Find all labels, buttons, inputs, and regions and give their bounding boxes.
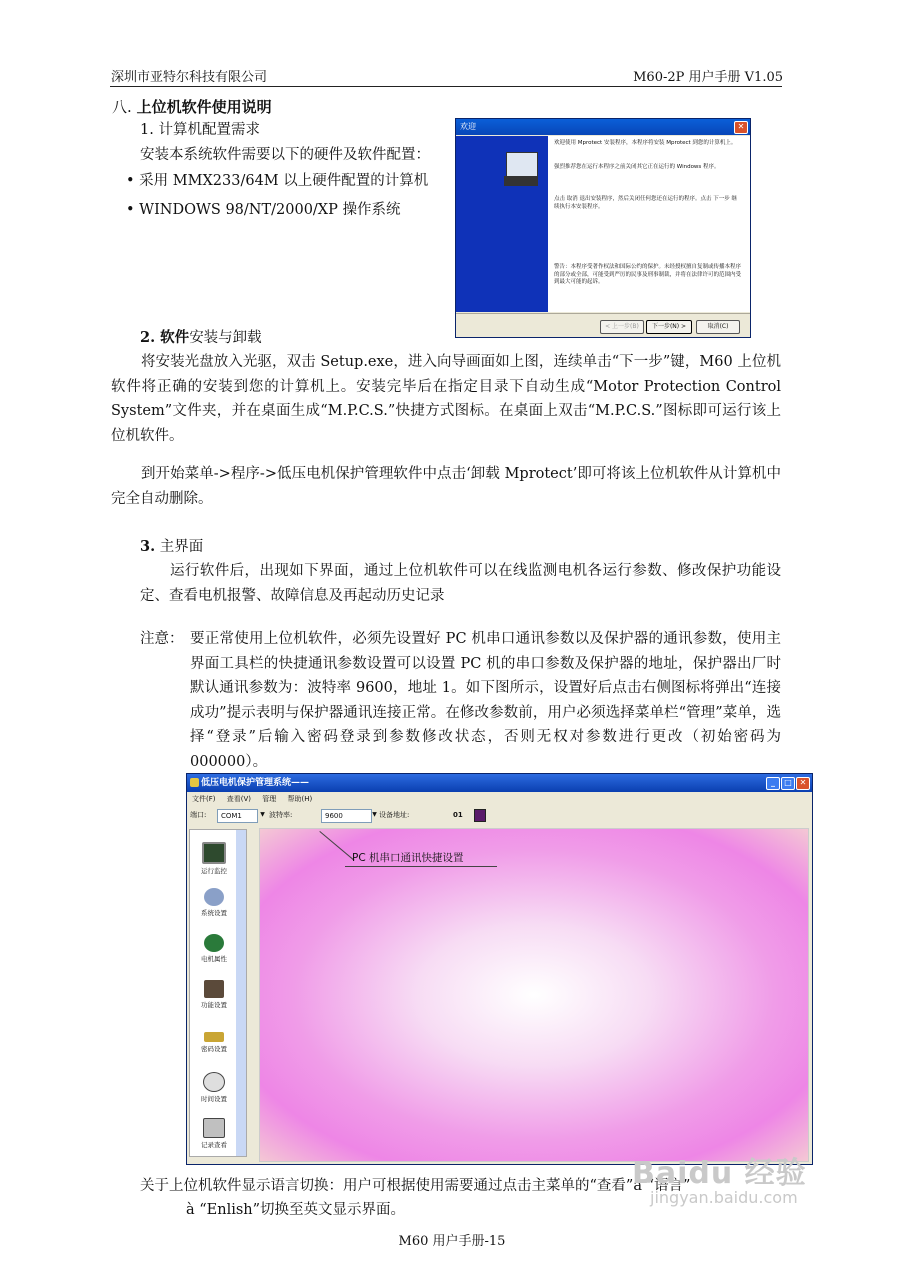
menu-view[interactable]: 查看(V) bbox=[226, 795, 251, 803]
menu-help[interactable]: 帮助(H) bbox=[287, 795, 313, 803]
maximize-icon[interactable]: □ bbox=[781, 777, 795, 790]
app-logo-icon bbox=[190, 778, 199, 787]
install-paragraph: 将安装光盘放入光驱，双击 Setup.exe，进入向导画面如上图，连续单击“下一步”键，M60 上位机软件将正确的安装到您的计算机上。安装完毕后在指定目录下自动生成“Motor Protection Control System”文件夹，并在桌面生成“M.P.C.S.”快捷方式图标。在桌面上双击“M.P.C.S.”图标即可运行该上位机软件。 bbox=[111, 354, 781, 444]
address-value[interactable]: 01 bbox=[453, 811, 463, 819]
baud-select[interactable]: 9600 bbox=[321, 809, 372, 823]
sidebar-item-motor[interactable] bbox=[194, 934, 234, 963]
sidebar-item-monitor[interactable] bbox=[194, 842, 234, 875]
cancel-button[interactable]: 取消(C) bbox=[696, 320, 740, 334]
sidebar-item-label: 密码设置 bbox=[201, 1045, 227, 1053]
port-label: 端口: bbox=[190, 811, 207, 819]
dialog-title: 欢迎 bbox=[460, 122, 476, 131]
key-icon bbox=[204, 1032, 224, 1042]
menu-manage[interactable]: 管理 bbox=[262, 795, 277, 803]
sidebar-item-function[interactable] bbox=[194, 980, 234, 1009]
section-8-number: 八. bbox=[112, 98, 132, 116]
app-menubar bbox=[187, 793, 316, 805]
next-button[interactable]: 下一步(N) > bbox=[646, 320, 692, 334]
sidebar-item-time[interactable] bbox=[194, 1072, 234, 1103]
clock-icon bbox=[203, 1072, 225, 1092]
tools-icon bbox=[204, 980, 224, 998]
dialog-instructions-text: 点击 取消 退出安装程序，然后关闭任何您还在运行的程序。点击 下一步 继续执行本安装程序。 bbox=[554, 196, 737, 210]
dialog-button-bar bbox=[456, 313, 750, 338]
baud-label: 波特率: bbox=[269, 811, 293, 819]
requirement-item: • 采用 MMX233/64M 以上硬件配置的计算机 bbox=[126, 173, 429, 189]
handshake-icon bbox=[204, 888, 224, 906]
chevron-down-icon[interactable]: ▼ bbox=[260, 811, 265, 818]
sidebar-item-label: 运行监控 bbox=[201, 867, 227, 875]
sidebar-item-label: 功能设置 bbox=[201, 1001, 227, 1009]
page-footer: M60 用户手册-15 bbox=[398, 1234, 506, 1249]
app-toolbar bbox=[187, 806, 812, 824]
connect-icon[interactable] bbox=[474, 809, 486, 822]
baidu-watermark bbox=[632, 1148, 807, 1207]
address-label: 设备地址: bbox=[379, 811, 410, 819]
requirements-intro: 安装本系统软件需要以下的硬件及软件配置： bbox=[140, 147, 430, 163]
header-divider bbox=[110, 86, 782, 87]
app-title: 低压电机保护管理系统—— bbox=[201, 778, 310, 788]
note-label: 注意： bbox=[140, 631, 184, 647]
app-titlebar bbox=[187, 774, 812, 792]
monitor-icon bbox=[202, 842, 226, 864]
sidebar-item-system[interactable] bbox=[194, 888, 234, 917]
computer-base-icon bbox=[504, 176, 538, 186]
close-icon[interactable]: ✕ bbox=[734, 121, 748, 134]
section-2-title-bold: 2. 软件 bbox=[140, 329, 190, 346]
header-company: 深圳市亚特尔科技有限公司 bbox=[111, 70, 268, 85]
language-switch-text-cont: à “Enlish”切换至英文显示界面。 bbox=[186, 1202, 406, 1218]
section-2-heading bbox=[140, 326, 262, 351]
section-8-heading bbox=[112, 96, 272, 117]
dialog-body bbox=[456, 136, 750, 312]
uninstall-paragraph: 到开始菜单->程序->低压电机保护管理软件中点击‘卸载 Mprotect’即可将该上位机软件从计算机中完全自动删除。 bbox=[111, 466, 781, 507]
menu-file[interactable]: 文件(F) bbox=[192, 795, 216, 803]
note-block bbox=[140, 627, 781, 774]
floppy-disk-icon bbox=[203, 1118, 225, 1138]
section-8-title: 上位机软件使用说明 bbox=[136, 98, 272, 116]
sidebar-item-password[interactable] bbox=[194, 1026, 234, 1053]
app-main-canvas bbox=[259, 828, 809, 1162]
sidebar-item-label: 系统设置 bbox=[201, 909, 227, 917]
watermark-brand: Baidu 经验 bbox=[632, 1156, 807, 1191]
dialog-warning-text: 警告：本程序受著作权法和国际公约的保护。未经授权擅自复制或传播本程序的部分或全部，可能受到严厉的民事及刑事制裁，并将在法律许可的范围内受到最大可能的起诉。 bbox=[554, 264, 742, 285]
minimize-icon[interactable]: _ bbox=[766, 777, 780, 790]
dialog-titlebar bbox=[456, 119, 750, 135]
chevron-down-icon[interactable]: ▼ bbox=[372, 811, 377, 818]
section-3-title-rest: 主界面 bbox=[155, 539, 204, 555]
callout-label: PC 机串口通讯快捷设置 bbox=[352, 852, 464, 864]
watermark-url: jingyan.baidu.com bbox=[650, 1188, 798, 1207]
sidebar-item-label: 电机属性 bbox=[201, 955, 227, 963]
sidebar-item-label: 时间设置 bbox=[201, 1095, 227, 1103]
section-3-title-bold: 3. bbox=[140, 538, 156, 555]
note-text: 要正常使用上位机软件，必须先设置好 PC 机串口通讯参数以及保护器的通讯参数，使用主界面工具栏的快捷通讯参数设置可以设置 PC 机的串口参数及保护器的地址，保护器出厂时默认通讯参数为：波特率 9600，地址 1。如下图所示，设置好后点击右侧图标将弹出“连接成功”提示表明与保护器通讯连接正常。在修改参数前，用户必须选择菜单栏“管理”菜单，选择“登录”后输入密码登录到参数修改状态，否则无权对参数进行更改（初始密码为 000000）。 bbox=[190, 631, 781, 770]
app-sidebar bbox=[189, 829, 247, 1157]
globe-icon bbox=[204, 934, 224, 952]
section-3-heading bbox=[140, 535, 203, 560]
sidebar-scrollbar[interactable] bbox=[236, 830, 246, 1156]
section-2-title-rest: 安装与卸载 bbox=[189, 330, 262, 346]
language-switch-text: 关于上位机软件显示语言切换：用户可根据使用需要通过点击主菜单的“查看”à “语言” bbox=[140, 1178, 691, 1194]
port-select[interactable]: COM1 bbox=[217, 809, 258, 823]
requirement-item: • WINDOWS 98/NT/2000/XP 操作系统 bbox=[126, 202, 401, 218]
subsection-1-title: 1. 计算机配置需求 bbox=[140, 122, 260, 138]
sidebar-item-records[interactable] bbox=[194, 1118, 234, 1149]
dialog-advice-text: 强烈推荐您在运行本程序之前关闭其它正在运行的 Windows 程序。 bbox=[554, 164, 720, 170]
callout-underline bbox=[345, 866, 497, 867]
close-icon[interactable]: ✕ bbox=[796, 777, 810, 790]
installer-dialog-screenshot bbox=[455, 118, 751, 338]
main-interface-paragraph: 运行软件后，出现如下界面，通过上位机软件可以在线监测电机各运行参数、修改保护功能设定、查看电机报警、故障信息及再起动历史记录 bbox=[140, 563, 781, 604]
main-app-screenshot bbox=[186, 773, 813, 1165]
dialog-side-banner bbox=[456, 136, 548, 312]
back-button[interactable]: < 上一步(B) bbox=[600, 320, 644, 334]
dialog-welcome-text: 欢迎使用 Mprotect 安装程序，本程序将安装 Mprotect 到您的计算机上。 bbox=[554, 140, 737, 146]
sidebar-item-label: 记录查看 bbox=[201, 1141, 227, 1149]
header-manual-title: M60-2P 用户手册 V1.05 bbox=[633, 70, 783, 85]
